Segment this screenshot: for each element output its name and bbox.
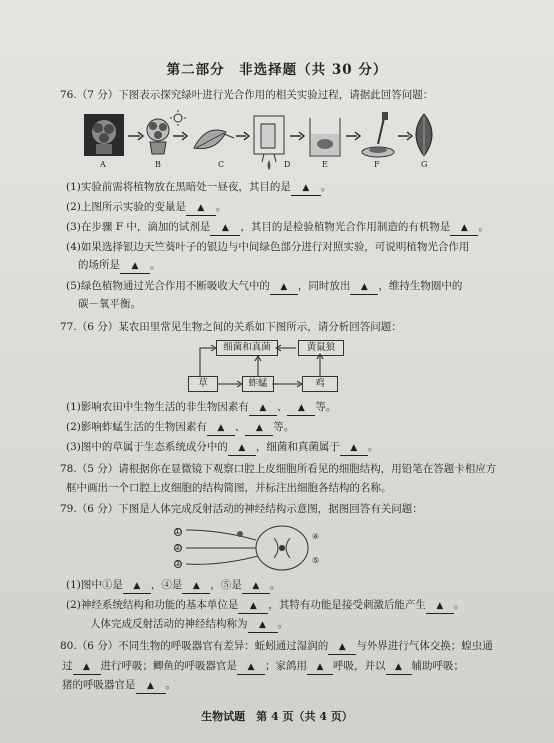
step-label-a: A [100,160,106,169]
answer-blank: ▲ [248,618,278,633]
q79-stem: 79.（6 分）下图是人体完成反射活动的神经结构示意图，据图回答有关问题： [60,503,423,515]
step-label-d: D [284,160,291,169]
q77-sub1: (1)影响农田中生物生活的非生物因素有 ▲ 、 ▲ 等。 [66,400,336,416]
reflex-arc-diagram [170,520,320,576]
answer-blank: ▲ [238,599,268,614]
answer-blank: ▲ [242,579,270,594]
q76-sub3: (3)在步骤 F 中，滴加的试剂是 ▲ ，其目的是检验植物光合作用制造的有机物是 ▲ 。 [66,220,489,236]
q78-line2: 框中画出一个口腔上皮细胞的结构简图，并标注出细胞各结构的名称。 [66,482,392,494]
answer-blank: ▲ [123,579,151,594]
section-title: 第二部分 非选择题（共 30 分） [166,62,388,78]
answer-blank: ▲ [350,280,378,295]
answer-blank: ▲ [291,181,321,196]
q79-sub2-line2: 人体完成反射活动的神经结构称为 ▲ 。 [90,617,288,633]
answer-blank: ▲ [426,599,454,614]
answer-blank: ▲ [307,660,333,675]
page-footer: 生物试题 第 4 页（共 4 页） [201,710,353,723]
answer-blank: ▲ [237,660,265,675]
q77-stem: 77.（6 分）某农田里常见生物之间的关系如下图所示，请分析回答问题： [60,321,402,333]
q76-sub5-line2: 碳－氧平衡。 [78,298,141,310]
q80-line3: 猪的呼吸器官是 ▲ 。 [62,678,176,694]
label-4: ④ [312,532,320,541]
answer-blank: ▲ [245,421,273,436]
q76-stem: 76.（7 分）下图表示探究绿叶进行光合作用的相关实验过程，请据此回答问题： [60,89,434,101]
step-label-g: G [421,160,428,169]
box-grass: 草 [188,376,218,392]
answer-blank: ▲ [182,579,210,594]
q76-sub4-line2: 的场所是 ▲ 。 [78,258,161,274]
answer-blank: ▲ [287,401,315,416]
answer-blank: ▲ [270,280,298,295]
q76-sub4-line1: (4)如果选择银边天竺葵叶子的银边与中间绿色部分进行对照实验，可说明植物光合作用 [66,241,470,253]
q80-line2: 过 ▲ 进行呼吸；鲫鱼的呼吸器官是 ▲ ；家鸽用 ▲ 呼吸，并以 ▲ 辅助呼吸； [62,659,464,675]
box-weasel: 黄鼠狼 [298,340,344,356]
box-chicken: 鸡 [302,376,338,392]
step-label-f: F [374,160,380,169]
step-label-e: E [322,160,328,169]
q76-experiment-figure [78,108,438,172]
q76-sub5-line1: (5)绿色植物通过光合作用不断吸收大气中的 ▲ ，同时放出 ▲ ，维持生物圈中的 [66,279,462,295]
q77-sub2: (2)影响蚱蜢生活的生物因素有 ▲ 、 ▲ 等。 [66,420,294,436]
q76-sub1: (1)实验前需将植物放在黑暗处一昼夜，其目的是 ▲ 。 [66,180,331,196]
q79-reflex-arc-figure [170,520,320,576]
answer-blank: ▲ [210,221,240,236]
box-bacteria-fungi: 细菌和真菌 [216,340,278,356]
answer-blank: ▲ [73,660,101,675]
label-3: ③ [174,559,182,568]
q77-food-web-figure [188,340,368,396]
answer-blank: ▲ [328,640,356,655]
step-label-c: C [218,160,225,169]
answer-blank: ▲ [249,401,277,416]
answer-blank: ▲ [186,201,216,216]
q76-sub2: (2)上图所示实验的变量是 ▲ 。 [66,200,226,216]
box-grasshopper: 蚱蜢 [242,376,274,392]
answer-blank: ▲ [340,441,368,456]
q80-line1: 80.（6 分）不同生物的呼吸器官有差异：蚯蚓通过湿润的 ▲ 与外界进行气体交换；蝗虫通 [60,639,493,655]
experiment-steps-diagram [78,108,438,172]
q79-sub1: (1)图中①是 ▲ ，④是 ▲ ，⑤是 ▲ 。 [66,578,280,594]
answer-blank: ▲ [136,679,166,694]
answer-blank: ▲ [120,259,150,274]
answer-blank: ▲ [450,221,478,236]
label-1: ① [174,527,182,536]
q78-line1: 78.（5 分）请根据你在显微镜下观察口腔上皮细胞所看见的细胞结构，用铅笔在答题卡相应方 [60,463,497,475]
step-label-b: B [155,160,161,169]
label-2: ② [174,543,182,552]
label-5: ⑤ [312,556,320,565]
q79-sub2-line1: (2)神经系统结构和功能的基本单位是 ▲ ，其特有功能是接受刺激后能产生 ▲ 。 [66,598,464,614]
q77-sub3: (3)图中的草属于生态系统成分中的 ▲ ，细菌和真菌属于 ▲ 。 [66,440,378,456]
answer-blank: ▲ [228,441,256,456]
answer-blank: ▲ [207,421,235,436]
answer-blank: ▲ [386,660,412,675]
